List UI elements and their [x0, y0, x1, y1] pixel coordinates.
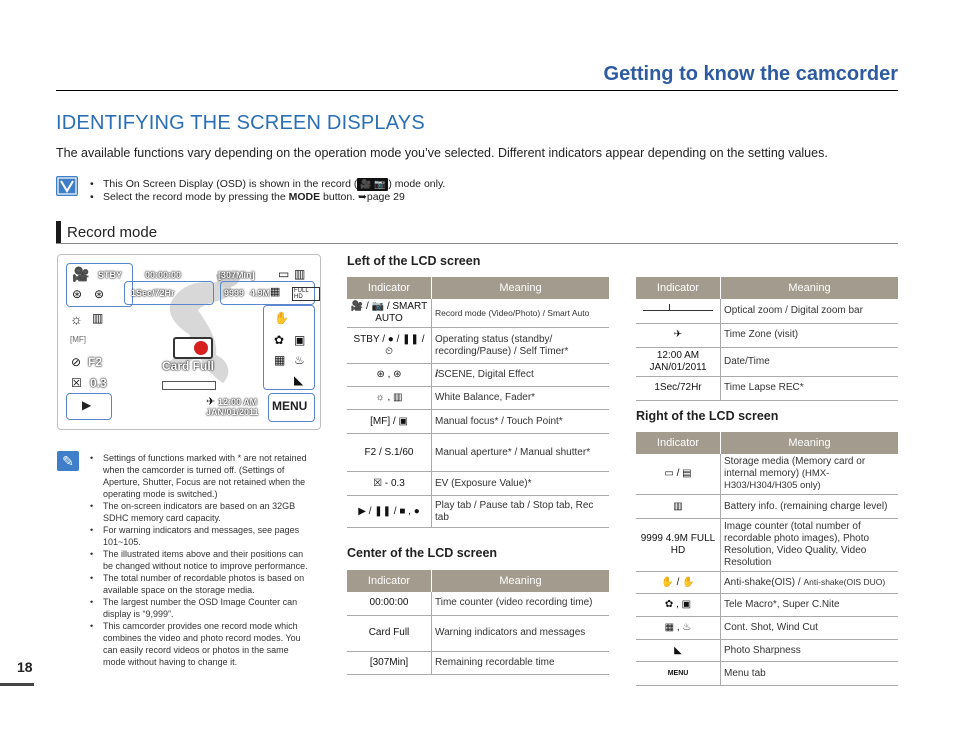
- note-item: • This On Screen Display (OSD) is shown in the record ( 🎥 📷 ) mode only.: [90, 178, 445, 191]
- checkmark-note-icon: [56, 176, 78, 196]
- image-counter: 9999: [224, 288, 245, 298]
- battery-icon: ▥: [294, 267, 306, 281]
- wind-cut-icon: ♨: [294, 353, 305, 367]
- digital-effect-icon: ⊛: [94, 287, 105, 301]
- clock-time: 12:00 AM: [218, 397, 258, 407]
- time-counter: 00:00:00: [145, 270, 182, 280]
- table-header-row: Indicator Meaning: [636, 432, 898, 454]
- photo-sharpness-icon: ◣: [294, 373, 304, 387]
- ev-icon: ☒: [71, 376, 82, 390]
- anti-shake-icon: ✋: [274, 311, 289, 325]
- center-lcd-table: [347, 570, 609, 675]
- remaining-time: [307Min]: [218, 270, 255, 280]
- manual-focus-icon: [MF]: [70, 335, 86, 344]
- play-icon: ▶: [82, 398, 92, 412]
- intro-text: The available functions vary depending on the operation mode you’ve selected. Different indicators appear depending on the setting values.: [56, 146, 828, 160]
- header-rule: [56, 90, 898, 91]
- table-row: ◣ Photo Sharpness: [636, 640, 898, 662]
- table-row: ⊛ , ⊛ 𝒊SCENE, Digital Effect: [347, 364, 609, 387]
- table-row: [307Min] Remaining recordable time: [347, 651, 609, 674]
- table-row: ✋ / ✋ Anti-shake(OIS) / Anti-shake(OIS DUO): [636, 572, 898, 594]
- note-item: • Select the record mode by pressing the MODE button. ➥page 29: [90, 191, 445, 204]
- white-balance-icon: ☼: [70, 311, 83, 327]
- lcd-screen-illustration: [57, 254, 321, 430]
- table-row: 00:00:00 Time counter (video recording time): [347, 592, 609, 615]
- page-number-rule: [0, 683, 34, 686]
- note-list: [90, 178, 445, 204]
- list-item: • The largest number the OSD Image Counter can display is “9,999”.: [88, 596, 313, 620]
- full-hd-icon: FULL HD: [292, 287, 320, 301]
- zoom-bar: [162, 381, 216, 390]
- timelapse-label: 1Sec/72Hr: [131, 288, 175, 298]
- fader-icon: ▥: [92, 311, 104, 325]
- section-rule: [56, 243, 898, 244]
- list-item: • The on-screen indicators are based on an 32GB SDHC memory card capacity.: [88, 500, 313, 524]
- table-header-row: Indicator Meaning: [347, 570, 609, 592]
- list-item: • For warning indicators and messages, see pages 101~105.: [88, 524, 313, 548]
- section-bar: [56, 221, 61, 243]
- cont-shot-icon: ▦: [274, 353, 286, 367]
- list-item: • Settings of functions marked with * are not retained when the camcorder is turned off. (Settings of Aperture, Shutter, Focus are not retained when the operating mode is switched.): [88, 452, 313, 500]
- table-row: ✈ Time Zone (visit): [636, 323, 898, 347]
- right-icons-box: [263, 305, 315, 390]
- right-lcd-title: Right of the LCD screen: [636, 409, 779, 423]
- photo-resolution: 4.9M: [250, 288, 271, 298]
- list-item: • The total number of recordable photos is based on available space on the storage media.: [88, 572, 313, 596]
- memory-card-icon: ▭: [278, 267, 290, 281]
- section-title: Record mode: [67, 224, 158, 241]
- page-title: IDENTIFYING THE SCREEN DISPLAYS: [56, 112, 425, 134]
- status-stby: STBY: [98, 270, 123, 280]
- list-item: • The illustrated items above and their positions can be changed without notice to improve performance.: [88, 548, 313, 572]
- table-header-row: Indicator Meaning: [347, 277, 609, 299]
- time-zone-icon: ✈: [206, 396, 216, 408]
- iscene-icon: ⊛: [72, 287, 83, 301]
- table-row: ▦ , ♨ Cont. Shot, Wind Cut: [636, 617, 898, 640]
- ev-value: 0.3: [90, 376, 107, 390]
- card-full-text: Card Full: [162, 359, 215, 373]
- pen-note-icon: ✎: [57, 451, 79, 471]
- table-row: 12:00 AM JAN/01/2011 Date/Time: [636, 347, 898, 376]
- table-row: 9999 4.9M FULL HD Image counter (total number of recordable photo images), Photo Resolution, Video Quality, Video Resolution: [636, 519, 898, 572]
- chapter-title: Getting to know the camcorder: [603, 63, 898, 85]
- aperture-icon: ⊘: [71, 355, 82, 369]
- video-mode-icon: 🎥: [72, 266, 90, 282]
- video-quality-icon: ▦: [270, 286, 281, 298]
- tele-macro-icon: ✿: [274, 333, 285, 347]
- left-lcd-title: Left of the LCD screen: [347, 254, 481, 268]
- table-row: ✿ , ▣ Tele Macro*, Super C.Nite: [636, 594, 898, 617]
- menu-label: MENU: [272, 399, 308, 413]
- center-lcd-title: Center of the LCD screen: [347, 546, 498, 560]
- zoom-bar-icon: [643, 310, 713, 311]
- super-cnite-icon: ▣: [294, 333, 306, 347]
- left-lcd-table: [347, 277, 609, 528]
- table-row: ▥ Battery info. (remaining charge level): [636, 495, 898, 519]
- table-row: ☒ - 0.3 EV (Exposure Value)*: [347, 472, 609, 496]
- right-lcd-table: [636, 432, 898, 686]
- table-row: 🎥 / 📷 / SMART AUTO Record mode (Video/Photo) / Smart Auto: [347, 299, 609, 328]
- list-item: • This camcorder provides one record mode which combines the video and photo record modes. You can easily record videos or photos in the same mode without having to change it.: [88, 620, 313, 668]
- table-row: MENU Menu tab: [636, 662, 898, 686]
- clock-date: JAN/01/2011: [206, 407, 259, 417]
- table-row: F2 / S.1/60 Manual aperture* / Manual shutter*: [347, 434, 609, 472]
- aperture-value: F2: [88, 355, 103, 369]
- table-row: ▭ / ▤ Storage media (Memory card or internal memory) (HMX-H303/H304/H305 only): [636, 454, 898, 495]
- bottom-notes-list: [88, 452, 313, 668]
- table-row: [MF] / ▣ Manual focus* / Touch Point*: [347, 410, 609, 434]
- table-row: STBY / ● / ❚❚ / ⏲ Operating status (standby/ recording/Pause) / Self Timer*: [347, 328, 609, 364]
- right-top-table: [636, 277, 898, 401]
- table-row: ☼ , ▥ White Balance, Fader*: [347, 387, 609, 410]
- table-row: 1Sec/72Hr Time Lapse REC*: [636, 376, 898, 400]
- table-row: ▶ / ❚❚ / ■ , ● Play tab / Pause tab / Stop tab, Rec tab: [347, 496, 609, 528]
- table-row: Optical zoom / Digital zoom bar: [636, 299, 898, 323]
- warning-red-dot: [194, 341, 208, 355]
- table-header-row: Indicator Meaning: [636, 277, 898, 299]
- page-number: 18: [17, 659, 33, 675]
- video-photo-mode-icon: 🎥 📷: [357, 178, 388, 191]
- table-row: Card Full Warning indicators and messages: [347, 615, 609, 651]
